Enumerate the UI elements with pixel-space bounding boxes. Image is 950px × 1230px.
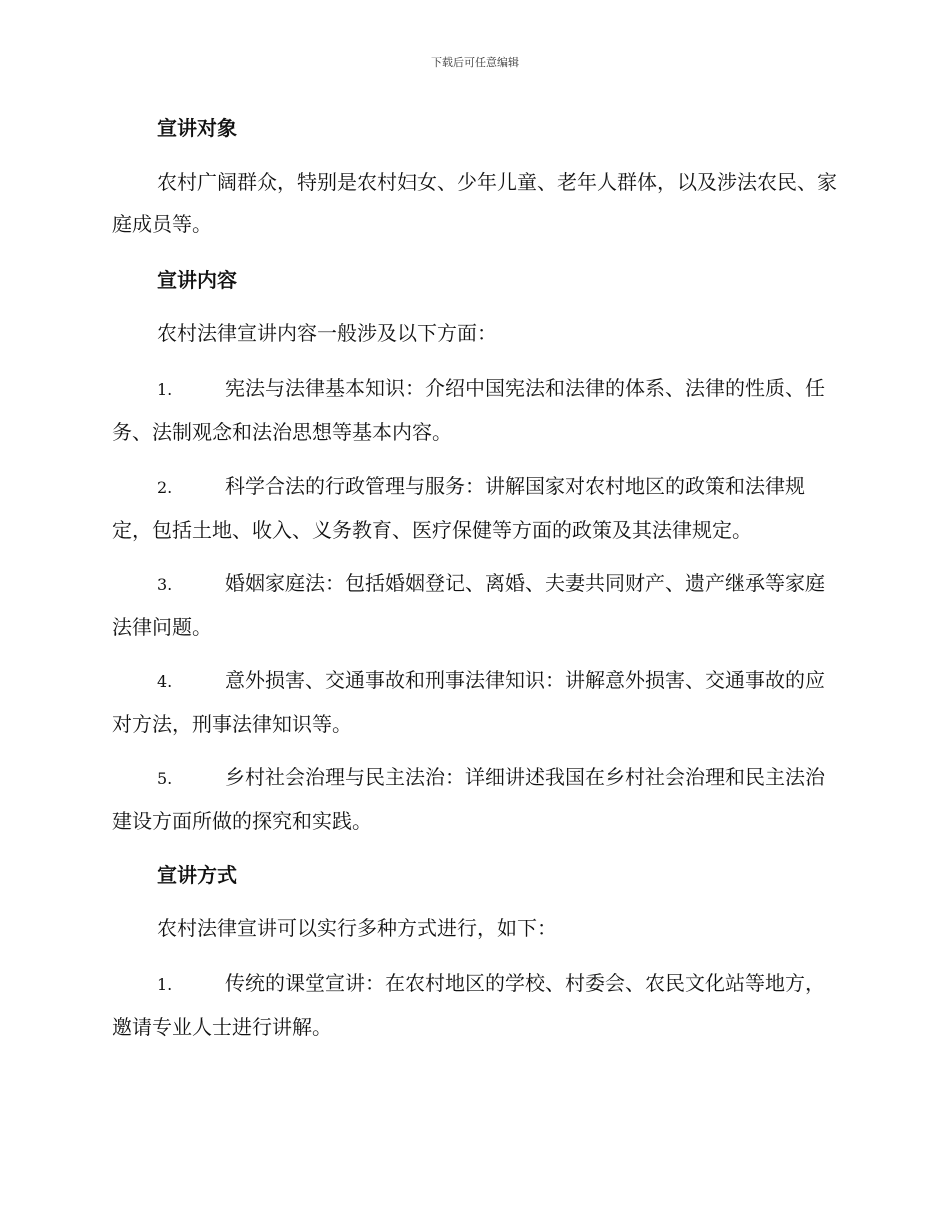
list-item-number: 4. (157, 672, 173, 691)
section-heading-audience: 宣讲对象 (157, 116, 237, 140)
page-header: 下载后可任意编辑 (431, 56, 519, 69)
list-item (112, 562, 842, 648)
section-paragraph-method: 农村法律宣讲可以实行多种方式进行，如下： (157, 916, 557, 940)
list-item-number: 1. (157, 975, 173, 994)
list-item-text: 意外损害、交通事故和刑事法律知识：讲解意外损害、交通事故的应对方法，刑事法律知识等。 (112, 668, 825, 736)
list-item-text: 乡村社会治理与民主法治：详细讲述我国在乡村社会治理和民主法治建设方面所做的探究和实践。 (112, 765, 825, 833)
list-item-text: 宪法与法律基本知识：介绍中国宪法和法律的体系、法律的性质、任务、法制观念和法治思想等基本内容。 (112, 376, 825, 444)
section-heading-method: 宣讲方式 (157, 863, 237, 887)
list-item-number: 1. (157, 380, 173, 399)
section-paragraph-content: 农村法律宣讲内容一般涉及以下方面： (157, 321, 497, 345)
list-item-number: 2. (157, 478, 173, 497)
list-item (112, 367, 842, 453)
list-item (112, 756, 842, 842)
list-item-number: 5. (157, 769, 173, 788)
section-heading-content: 宣讲内容 (157, 268, 237, 292)
list-item-text: 传统的课堂宣讲：在农村地区的学校、村委会、农民文化站等地方，邀请专业人士进行讲解。 (112, 971, 825, 1039)
section-paragraph-audience: 农村广阔群众，特别是农村妇女、少年儿童、老年人群体，以及涉法农民、家庭成员等。 (112, 170, 837, 236)
list-item (112, 962, 842, 1048)
list-item (112, 659, 842, 745)
list-item-text: 科学合法的行政管理与服务：讲解国家对农村地区的政策和法律规定，包括土地、收入、义务教育、医疗保健等方面的政策及其法律规定。 (112, 474, 805, 542)
list-item (112, 465, 842, 551)
list-item-text: 婚姻家庭法：包括婚姻登记、离婚、夫妻共同财产、遗产继承等家庭法律问题。 (112, 571, 825, 639)
list-item-number: 3. (157, 575, 173, 594)
